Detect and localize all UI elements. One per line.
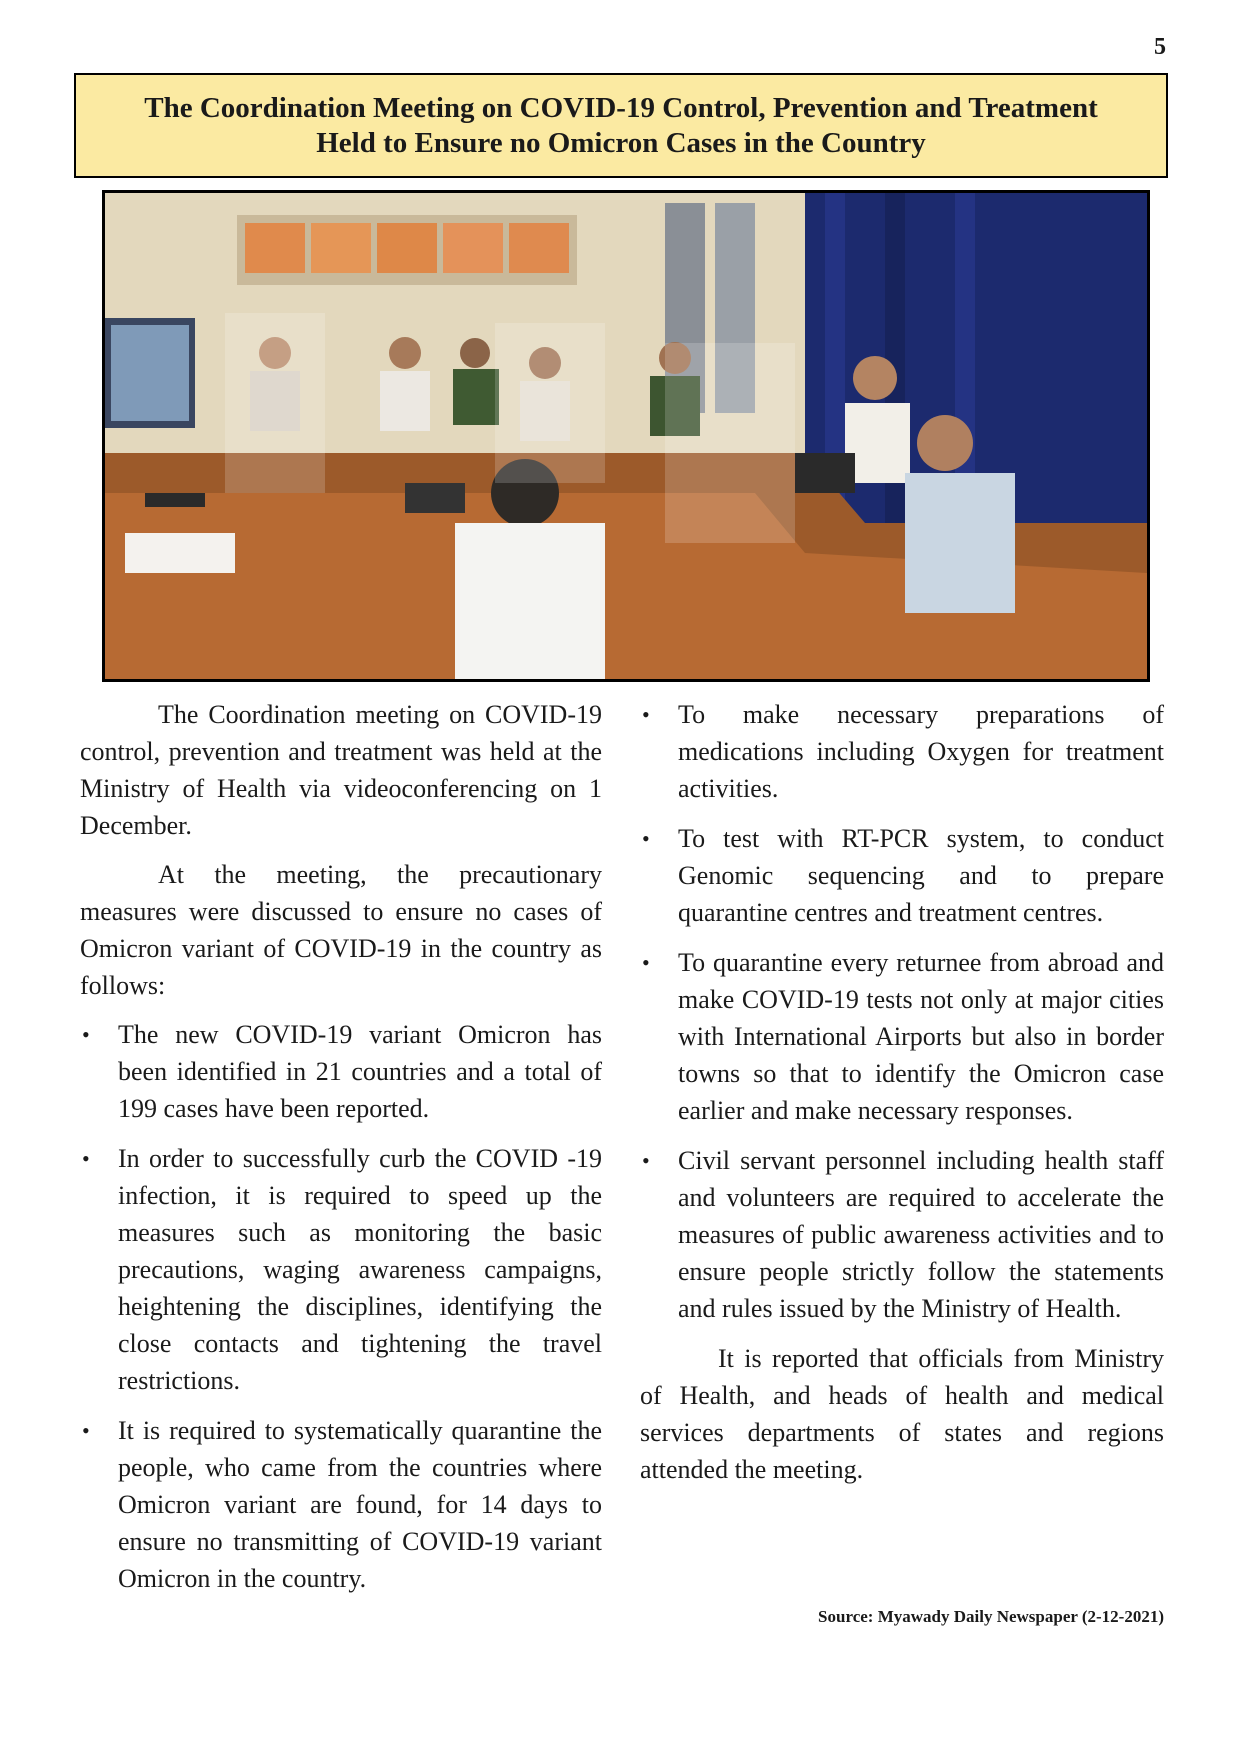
list-item-text: Civil servant personnel including health staff and volunteers are required to accelerate the measures of public awareness activities and to ensure people strictly follow the statements and rules issued by the Ministry of Health. xyxy=(678,1146,1164,1323)
source-credit: Source: Myawady Daily Newspaper (2-12-2021) xyxy=(818,1607,1164,1626)
list-item xyxy=(640,820,1164,931)
bullet-icon: • xyxy=(642,950,650,975)
list-item-text: To quarantine every returnee from abroad and make COVID-19 tests not only at major cities with International Airports but also in border towns so that to identify the Omicron case earlier and make necessary responses. xyxy=(678,948,1164,1125)
bullet-icon: • xyxy=(82,1022,90,1047)
list-item-text: To make necessary preparations of medications including Oxygen for treatment activities. xyxy=(678,700,1164,803)
list-item-text: The new COVID-19 variant Omicron has been identified in 21 countries and a total of 199 cases have been reported. xyxy=(118,1020,602,1123)
intro-paragraph: The Coordination meeting on COVID-19 control, prevention and treatment was held at the Ministry of Health via videoconferencing on 1 December. xyxy=(80,700,602,840)
title-line-2: Held to Ensure no Omicron Cases in the Country xyxy=(316,126,926,159)
list-item-text: It is required to systematically quarantine the people, who came from the countries where Omicron variant are found, for 14 days to ensure no transmitting of COVID-19 variant Omicron in the country. xyxy=(118,1416,602,1593)
left-bullet-list xyxy=(80,1016,602,1597)
list-item xyxy=(640,1142,1164,1327)
right-bullet-list xyxy=(640,696,1164,1327)
right-column xyxy=(640,696,1164,1500)
article-title xyxy=(74,73,1168,178)
list-item xyxy=(640,696,1164,807)
title-line-1: The Coordination Meeting on COVID-19 Control, Prevention and Treatment xyxy=(144,91,1098,124)
list-item-text: In order to successfully curb the COVID -19 infection, it is required to speed up the measures such as monitoring the basic precautions, waging awareness campaigns, heightening the disciplines, identifying the close contacts and tightening the travel restrictions. xyxy=(118,1144,602,1395)
list-item xyxy=(80,1140,602,1399)
bullet-icon: • xyxy=(82,1418,90,1443)
bullet-icon: • xyxy=(642,702,650,727)
list-item xyxy=(80,1412,602,1597)
list-item xyxy=(80,1016,602,1127)
bullet-icon: • xyxy=(642,826,650,851)
measures-paragraph: At the meeting, the precautionary measures were discussed to ensure no cases of Omicron variant of COVID-19 in the country as follows: xyxy=(80,860,602,1000)
list-item-text: To test with RT-PCR system, to conduct Genomic sequencing and to prepare quarantine centres and treatment centres. xyxy=(678,824,1164,927)
meeting-photo xyxy=(102,190,1150,682)
list-item xyxy=(640,944,1164,1129)
closing-paragraph: It is reported that officials from Ministry of Health, and heads of health and medical services departments of states and regions attended the meeting. xyxy=(640,1344,1164,1484)
bullet-icon: • xyxy=(642,1148,650,1173)
page-number: 5 xyxy=(1154,34,1166,60)
bullet-icon: • xyxy=(82,1146,90,1171)
left-column xyxy=(80,696,602,1610)
